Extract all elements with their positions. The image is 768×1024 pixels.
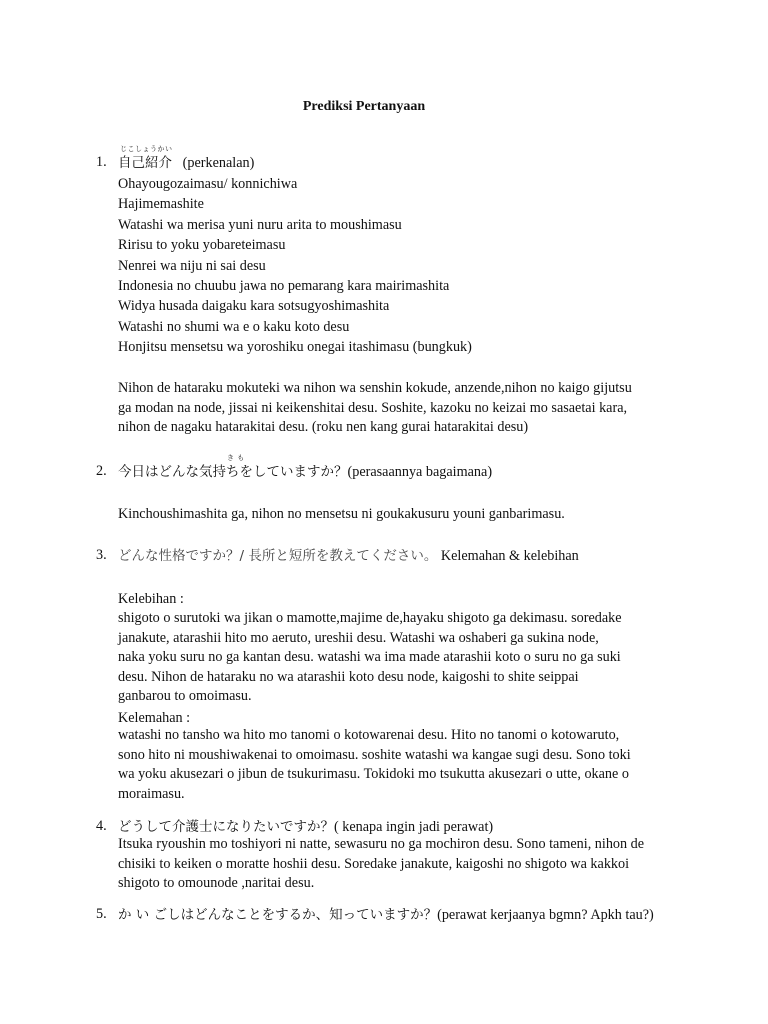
q1-line: Ohayougozaimasu/ konnichiwa (118, 176, 298, 192)
paragraph-line: Itsuka ryoushin mo toshiyori ni natte, sewasuru no ga mochiron desu. Sono tameni, nihon de (118, 836, 645, 852)
q5-note: (perawat kerjaanya bgmn? Apkh tau?) (437, 907, 654, 923)
paragraph-line: shigoto to omounode ,naritai desu. (118, 875, 315, 892)
page-title: Prediksi Pertanyaan (302, 99, 426, 114)
furigana-q1: じこしょうかい (120, 145, 173, 153)
q1-number: 1. (96, 154, 107, 170)
q5-japanese: か い ごしはどんなことをするか、知っていますか？ (118, 907, 438, 923)
q1-line: Watashi no shumi wa e o kaku koto desu (118, 318, 350, 335)
q1-paragraph (118, 379, 678, 438)
paragraph-line: wa yoku akusezari o jibun de tsukurimasu. Tokidoki mo tsukutta akusezari o utte, okane o (118, 766, 629, 783)
kelebihan-label: Kelebihan : (118, 591, 184, 607)
paragraph-line: ga modan na node, jissai ni keikenshitai desu. Soshite, kazoku no keizai mo sasaetai kara, (118, 399, 628, 416)
q1-japanese: 自己紹介 (118, 155, 172, 171)
q2-note: (perasaannya bagaimana) (347, 464, 493, 480)
paragraph-line: nihon de nagaku hatarakitai desu. (roku nen kang gurai hatarakitai desu) (118, 419, 529, 436)
q2-answer: Kinchoushimashita ga, nihon no mensetsu ni goukakusuru youni ganbarimasu. (118, 506, 565, 522)
q5-number: 5. (96, 906, 107, 922)
q3-note: Kelemahan & kelebihan (440, 548, 579, 564)
paragraph-line: sono hito ni moushiwakenai to omoimasu. soshite watashi wa kangae sugi desu. Sono toki (118, 746, 631, 763)
q2-number: 2. (96, 463, 107, 479)
q1-line: Honjitsu mensetsu wa yoroshiku onegai itashimasu (bungkuk) (118, 339, 472, 356)
q4-japanese: どうして介護士になりたいですか？ (118, 819, 334, 835)
kelebihan-text (118, 609, 678, 707)
q1-line: Widya husada daigaku kara sotsugyoshimashita (118, 298, 390, 315)
paragraph-line: naka yoku suru no ga kantan desu. watashi wa ima made atarashii koto o suru no ga suki (118, 649, 621, 666)
q1-intro-lines (118, 174, 472, 358)
paragraph-line: chisiki to keiken o moratte hoshii desu. Soredake janakute, kaigoshi no shigoto wa kakkoi (118, 855, 630, 872)
q4-number: 4. (96, 818, 107, 834)
q3-heading (118, 546, 579, 566)
furigana-q2: き も (227, 454, 245, 462)
paragraph-line: watashi no tansho wa hito mo tanomi o kotowarenai desu. Hito no tanomi o kotowaruto, (118, 727, 620, 743)
q1-line: Ririsu to yoku yobareteimasu (118, 237, 286, 254)
q1-line: Nenrei wa niju ni sai desu (118, 257, 266, 274)
q1-line: Watashi wa merisa yuni nuru arita to moushimasu (118, 216, 402, 233)
paragraph-line: Nihon de hataraku mokuteki wa nihon wa senshin kokude, anzende,nihon no kaigo gijutsu (118, 380, 632, 396)
paragraph-line: shigoto o surutoki wa jikan o mamotte,majime de,hayaku shigoto ga dekimasu. soredake (118, 610, 622, 626)
q1-heading (118, 153, 254, 173)
q4-answer (118, 835, 678, 894)
paragraph-line: moraimasu. (118, 785, 185, 802)
q1-line: Indonesia no chuubu jawa no pemarang kara mairimashita (118, 278, 450, 295)
paragraph-line: desu. Nihon de hataraku no wa atarashii koto desu node, kaigoshi to shite seippai (118, 668, 579, 685)
q2-heading (118, 462, 492, 482)
paragraph-line: janakute, atarashii hito mo aeruto, ureshii desu. Watashi wa oshaberi ga sukina node, (118, 629, 599, 646)
kelemahan-label: Kelemahan : (118, 710, 191, 726)
q2-japanese: 今日はどんな気持ちをしていますか？ (118, 464, 348, 480)
q3-japanese: どんな性格ですか？/ 長所と短所を教えてください。 (118, 548, 438, 564)
kelemahan-text (118, 726, 678, 804)
q5-heading (118, 905, 654, 925)
q4-note: ( kenapa ingin jadi perawat) (334, 819, 494, 835)
q1-line: Hajimemashite (118, 196, 204, 213)
paragraph-line: ganbarou to omoimasu. (118, 688, 252, 705)
q3-number: 3. (96, 547, 107, 563)
q1-note: (perkenalan) (182, 155, 255, 171)
